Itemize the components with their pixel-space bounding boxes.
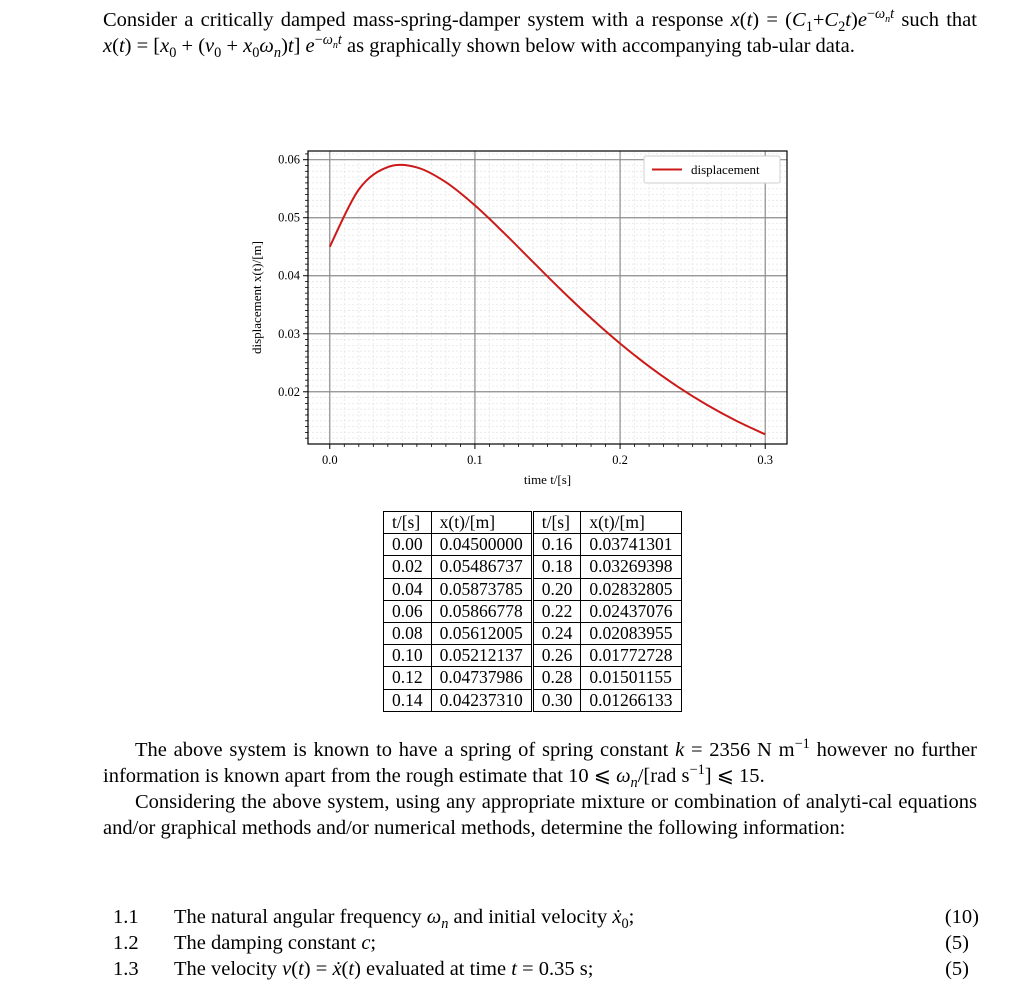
table-cell: 0.01266133 bbox=[581, 689, 681, 711]
table-body bbox=[384, 534, 682, 712]
spring-paragraph: The above system is known to have a spring of spring constant k = 2356 N $m^{-1}$ however no further information is known apart from the rough estimate that 10 ⩽ $\omega_n/[rad$ $s^{-1}$] ⩽ 15. bbox=[103, 736, 977, 792]
question-1-3 bbox=[103, 958, 979, 984]
header-t-1: t/[s] bbox=[384, 512, 432, 534]
table-cell: 0.18 bbox=[532, 556, 581, 578]
table-row bbox=[384, 622, 682, 644]
displacement-chart bbox=[245, 140, 805, 495]
question-number: 1.1 bbox=[113, 906, 139, 928]
table-row bbox=[384, 534, 682, 556]
table-cell: 0.01501155 bbox=[581, 667, 681, 689]
para2-text-1: The above system is known to have a spring of spring constant bbox=[135, 739, 676, 761]
question-1-1 bbox=[103, 906, 979, 932]
x-tick-label: 0.2 bbox=[612, 453, 628, 467]
question-text: The velocity v(t) = ẋ(t) evaluated at time t = 0.35 s; bbox=[174, 958, 594, 980]
table-row bbox=[384, 600, 682, 622]
y-axis-label: displacement x(t)/[m] bbox=[249, 241, 264, 354]
question-marks: (5) bbox=[945, 958, 969, 980]
question-1-2 bbox=[103, 932, 979, 958]
table-cell: 0.02083955 bbox=[581, 622, 681, 644]
y-tick-label: 0.03 bbox=[278, 326, 300, 341]
table-cell: 0.05212137 bbox=[431, 645, 532, 667]
y-tick-label: 0.06 bbox=[278, 152, 300, 167]
x-tick-label: 0.0 bbox=[321, 453, 338, 467]
table-cell: 0.05866778 bbox=[431, 600, 532, 622]
minor-grid bbox=[308, 151, 787, 444]
para2-text-3: . bbox=[759, 765, 765, 788]
table-cell: 0.03741301 bbox=[581, 534, 681, 556]
intro-paragraph: Consider a critically damped mass-spring-damper system with a response $x(t) = (C_1+C_2t)e^{-\omega_nt}$ such that $x(t) = [x_0 + (v_0 + x_0\omega_n)t]$ $e^{-\omega_nt}$ as graphically shown below with accompanying tab-ular data. bbox=[103, 6, 977, 62]
x-tick-label: 0.3 bbox=[757, 453, 774, 467]
intro-text-1: Consider a critically damped mass-spring-damper system with a response bbox=[103, 9, 731, 31]
question-marks: (10) bbox=[944, 906, 979, 928]
table-cell: 0.04 bbox=[384, 578, 432, 600]
table-cell: 0.04737986 bbox=[431, 667, 532, 689]
table-cell: 0.03269398 bbox=[581, 556, 681, 578]
y-tick-label: 0.04 bbox=[278, 268, 300, 283]
x-tick-label: 0.1 bbox=[467, 453, 483, 467]
table-cell: 0.00 bbox=[384, 534, 432, 556]
table-cell: 0.01772728 bbox=[581, 645, 681, 667]
question-marks: (5) bbox=[945, 932, 969, 954]
table-cell: 0.08 bbox=[384, 622, 432, 644]
para2-text-2: however no further information is known apart from the rough estimate that bbox=[103, 739, 977, 788]
table-cell: 0.14 bbox=[384, 689, 432, 711]
table-cell: 0.26 bbox=[532, 645, 581, 667]
y-tick-label: 0.05 bbox=[278, 210, 300, 225]
question-text: The natural angular frequency $\omega_n$ and initial velocity ẋ$_0$; bbox=[174, 906, 635, 933]
table-row bbox=[384, 645, 682, 667]
table-cell: 0.05612005 bbox=[431, 622, 532, 644]
table-row bbox=[384, 689, 682, 711]
table-cell: 0.02437076 bbox=[581, 600, 681, 622]
table-cell: 0.05873785 bbox=[431, 578, 532, 600]
question-text: The damping constant c; bbox=[174, 932, 377, 954]
instructions-paragraph: Considering the above system, using any appropriate mixture or combination of analyti-cal equations and/or graphical methods and/or numerical methods, determine the following information: bbox=[103, 791, 977, 840]
header-x-1: x(t)/[m] bbox=[431, 512, 532, 534]
table-row bbox=[384, 578, 682, 600]
table-cell: 0.04237310 bbox=[431, 689, 532, 711]
question-number: 1.3 bbox=[113, 958, 139, 980]
table-cell: 0.04500000 bbox=[431, 534, 532, 556]
intro-text-3: as graphically shown below with accompanying tab-ular data. bbox=[341, 35, 855, 58]
table-cell: 0.22 bbox=[532, 600, 581, 622]
table-cell: 0.24 bbox=[532, 622, 581, 644]
table-header-row bbox=[384, 512, 682, 534]
table-cell: 0.06 bbox=[384, 600, 432, 622]
y-tick-label: 0.02 bbox=[278, 384, 300, 399]
data-table bbox=[383, 511, 682, 712]
table-cell: 0.28 bbox=[532, 667, 581, 689]
table-row bbox=[384, 667, 682, 689]
table-cell: 0.20 bbox=[532, 578, 581, 600]
x-axis-label: time t/[s] bbox=[523, 472, 572, 487]
legend-label: displacement bbox=[691, 162, 760, 177]
table-cell: 0.10 bbox=[384, 645, 432, 667]
intro-text-2: such that bbox=[894, 9, 977, 31]
table-cell: 0.02 bbox=[384, 556, 432, 578]
chart-legend bbox=[644, 156, 780, 183]
question-number: 1.2 bbox=[113, 932, 139, 954]
table-cell: 0.12 bbox=[384, 667, 432, 689]
table-cell: 0.16 bbox=[532, 534, 581, 556]
header-t-2: t/[s] bbox=[532, 512, 581, 534]
header-x-2: x(t)/[m] bbox=[581, 512, 681, 534]
table-cell: 0.05486737 bbox=[431, 556, 532, 578]
table-cell: 0.30 bbox=[532, 689, 581, 711]
table-row bbox=[384, 556, 682, 578]
table-cell: 0.02832805 bbox=[581, 578, 681, 600]
